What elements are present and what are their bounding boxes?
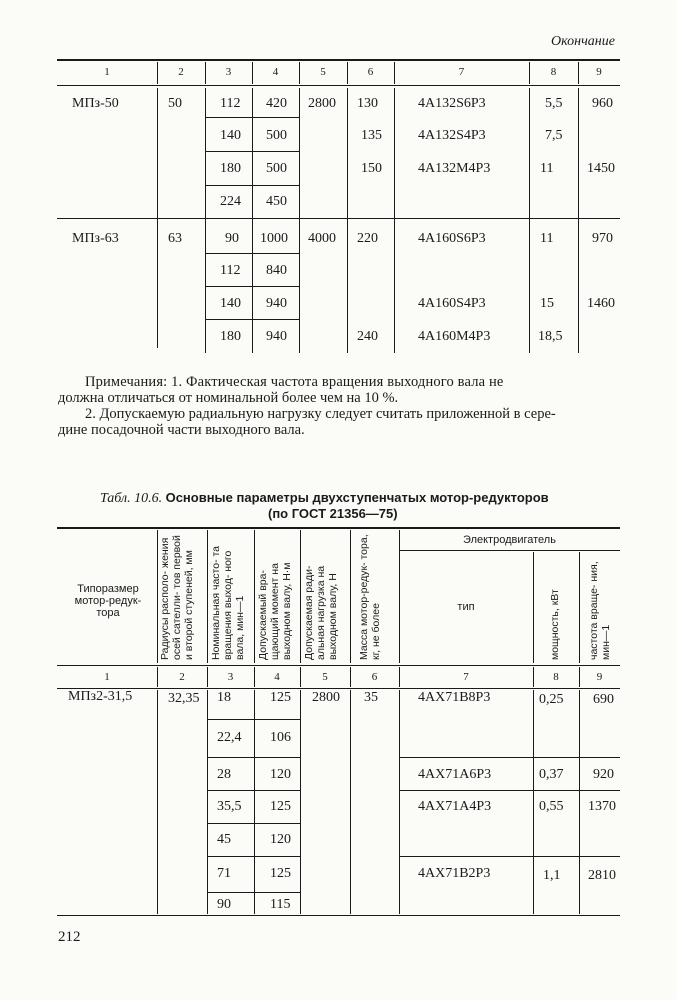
caption-line2: (по ГОСТ 21356—75) <box>268 506 398 521</box>
column-number: 9 <box>596 66 602 78</box>
power-cell: 0,25 <box>539 692 564 707</box>
freq-cell: 1370 <box>588 799 616 814</box>
mass-cell: 135 <box>361 128 382 143</box>
load-cell: 420 <box>266 96 287 111</box>
radius-cell: 32,35 <box>168 691 200 706</box>
speed-cell: 140 <box>220 296 241 311</box>
column-number: 4 <box>274 671 280 683</box>
column-number: 3 <box>225 66 232 78</box>
speed-cell: 45 <box>217 832 231 847</box>
column-number: 1 <box>104 671 110 683</box>
value-cell: 2800 <box>308 96 336 111</box>
motor-cell: 4АХ71А6Р3 <box>418 767 492 782</box>
radial-load-cell: 2800 <box>312 690 340 705</box>
header-speed: Номинальная часто- та вращения выход- ного вала, мин—1 <box>210 545 246 660</box>
motor-cell: 4АХ71В2Р3 <box>418 866 491 881</box>
load-cell: 940 <box>266 329 287 344</box>
column-number: 1 <box>104 66 110 78</box>
speed-cell: 90 <box>225 231 239 246</box>
freq-cell: 970 <box>592 231 613 246</box>
motor-cell: 4АХ71В8Р3 <box>418 690 491 705</box>
column-number: 7 <box>463 671 469 683</box>
note-line: Примечания: 1. Фактическая частота вращения выходного вала не <box>85 374 504 390</box>
freq-cell: 690 <box>593 692 614 707</box>
load-cell: 840 <box>266 263 287 278</box>
power-cell: 0,55 <box>539 799 564 814</box>
motor-cell: 4А160S4Р3 <box>418 296 486 311</box>
power-cell: 15 <box>540 296 554 311</box>
freq-cell: 1460 <box>587 296 615 311</box>
speed-cell: 18 <box>217 690 231 705</box>
motor-cell: 4А160М4Р3 <box>418 329 491 344</box>
torque-cell: 125 <box>270 799 291 814</box>
header-motor-type: тип <box>457 601 475 613</box>
power-cell: 11 <box>540 231 554 246</box>
speed-cell: 112 <box>220 263 241 278</box>
column-number: 2 <box>179 671 185 683</box>
mass-cell: 150 <box>361 161 382 176</box>
speed-cell: 35,5 <box>217 799 242 814</box>
caption-label: Табл. 10.6. <box>100 491 163 506</box>
note-line: 2. Допускаемую радиальную нагрузку следует считать приложенной в сере- <box>85 406 556 422</box>
power-cell: 1,1 <box>543 868 561 883</box>
speed-cell: 112 <box>220 96 241 111</box>
header-power: мощность, кВт <box>549 589 561 660</box>
mass-cell: 220 <box>357 231 378 246</box>
note-line: должна отличаться от номинальной более чем на 10 %. <box>58 390 399 406</box>
torque-cell: 120 <box>270 767 291 782</box>
column-number: 8 <box>550 66 557 78</box>
page-header: Окончание <box>551 34 615 49</box>
freq-cell: 920 <box>593 767 614 782</box>
page-number: 212 <box>58 929 81 945</box>
power-cell: 11 <box>540 161 554 176</box>
column-number: 5 <box>320 66 326 78</box>
motor-cell: 4АХ71А4Р3 <box>418 799 492 814</box>
note-line: дине посадочной части выходного вала. <box>58 422 305 438</box>
mass-cell: 130 <box>357 96 378 111</box>
speed-cell: 140 <box>220 128 241 143</box>
freq-cell: 960 <box>592 96 613 111</box>
header-type: Типоразмер мотор-редук- тора <box>74 583 142 619</box>
column-number: 7 <box>458 66 465 78</box>
torque-cell: 125 <box>270 866 291 881</box>
motor-cell: 4А132М4Р3 <box>418 161 491 176</box>
column-number: 6 <box>367 66 374 78</box>
radius-cell: 63 <box>168 231 182 246</box>
column-number: 6 <box>371 671 378 683</box>
freq-cell: 1450 <box>587 161 615 176</box>
freq-cell: 2810 <box>588 868 616 883</box>
header-motor-group: Электродвигатель <box>463 534 556 546</box>
speed-cell: 22,4 <box>217 730 242 745</box>
table-caption <box>100 490 549 507</box>
header-torque: Допускаемый вра- щающий момент на выходном валу, Н·м <box>257 562 293 660</box>
column-number: 3 <box>227 671 234 683</box>
caption-text: Основные параметры двухступенчатых мотор-редукторов <box>165 490 549 505</box>
speed-cell: 28 <box>217 767 231 782</box>
header-radial-load: Допускаемая ради- альная нагрузка на выходном валу, Н <box>303 565 339 660</box>
power-cell: 0,37 <box>539 767 564 782</box>
mass-cell: 240 <box>357 329 378 344</box>
column-number: 8 <box>553 671 559 683</box>
motor-cell: 4А160S6Р3 <box>418 231 486 246</box>
speed-cell: 180 <box>220 329 241 344</box>
mass-cell: 35 <box>364 690 378 705</box>
speed-cell: 71 <box>217 866 231 881</box>
column-number: 9 <box>596 671 603 683</box>
speed-cell: 180 <box>220 161 241 176</box>
torque-cell: 120 <box>270 832 291 847</box>
radius-cell: 50 <box>168 96 182 111</box>
column-number: 5 <box>322 671 328 683</box>
power-cell: 7,5 <box>545 128 563 143</box>
value-cell: 4000 <box>308 231 336 246</box>
column-number: 2 <box>178 66 184 78</box>
load-cell: 500 <box>266 161 287 176</box>
load-cell: 940 <box>266 296 287 311</box>
header-mass: Масса мотор-редук- тора, кг, не более <box>358 534 382 660</box>
load-cell: 500 <box>266 128 287 143</box>
torque-cell: 106 <box>270 730 291 745</box>
power-cell: 5,5 <box>545 96 563 111</box>
load-cell: 1000 <box>260 231 288 246</box>
motor-cell: 4А132S4Р3 <box>418 128 486 143</box>
column-number: 4 <box>272 66 279 78</box>
torque-cell: 115 <box>270 897 291 912</box>
speed-cell: 90 <box>217 897 231 912</box>
motor-cell: 4А132S6Р3 <box>418 96 486 111</box>
load-cell: 450 <box>266 194 287 209</box>
torque-cell: 125 <box>270 690 291 705</box>
speed-cell: 224 <box>220 194 241 209</box>
header-freq: частота враще- ния, мин—1 <box>588 561 612 660</box>
type-cell: МПз2-31,5 <box>68 689 133 704</box>
power-cell: 18,5 <box>538 329 563 344</box>
header-radius: Радиусы располо- жения осей сателли- тов первой и второй ступеней, мм <box>159 535 195 660</box>
type-cell: МПз-50 <box>72 96 119 111</box>
type-cell: МПз-63 <box>72 231 119 246</box>
